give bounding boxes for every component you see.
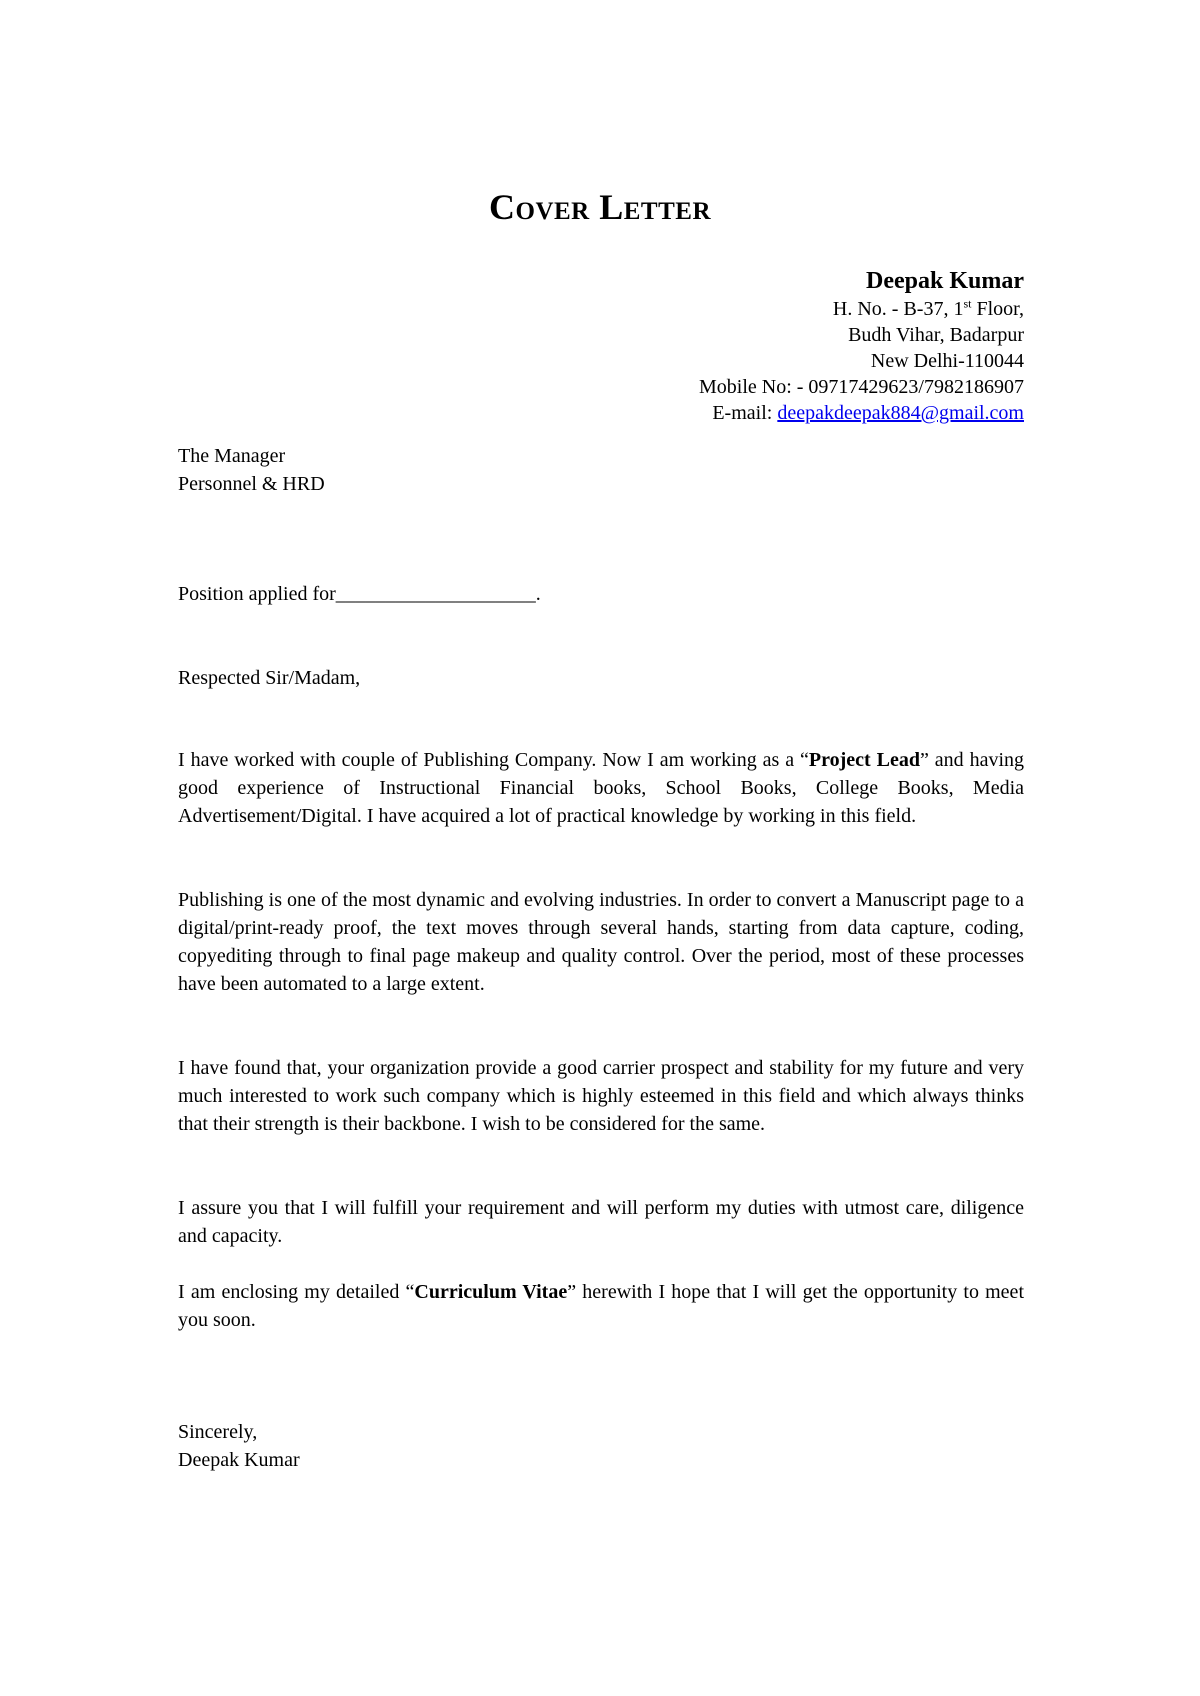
recipient-line1: The Manager [178, 445, 286, 467]
p5-pre: I am enclosing my detailed “ [178, 1281, 415, 1303]
email-label: E-mail: [712, 402, 778, 424]
paragraph-4: I assure you that I will fulfill your requirement and will perform my duties with utmost care, diligence and capacity. [178, 1197, 1024, 1247]
closing-signature-name: Deepak Kumar [178, 1449, 300, 1471]
address-line1-post: Floor, [971, 298, 1024, 320]
paragraph-1 [178, 746, 1024, 830]
p5-bold: Curriculum Vitae [414, 1281, 568, 1303]
paragraph-2: Publishing is one of the most dynamic and evolving industries. In order to convert a Manuscript page to a digital/print-ready proof, the text moves through several hands, starting from data capture, coding, copyediting through to final page makeup and quality control. Over the period, most of these processes have been automated to a large extent. [178, 889, 1024, 995]
paragraph-3: I have found that, your organization provide a good carrier prospect and stability for my future and very much interested to work such company which is highly esteemed in this field and which always thinks that their strength is their backbone. I wish to be considered for the same. [178, 1057, 1024, 1135]
sender-address-line2: Budh Vihar, Badarpur [848, 324, 1024, 346]
page-title: Cover Letter [489, 187, 711, 227]
sender-address-line3: New Delhi-110044 [870, 350, 1024, 372]
sender-name: Deepak Kumar [866, 268, 1024, 294]
address-line1-sup: st [963, 296, 972, 311]
p1-post: ” and having good experience of Instructional Financial books, School Books, College Books, Media Advertisement/Digital. I have acquired a lot of practical knowledge by working in this field. [178, 749, 1025, 827]
sender-block [699, 266, 1024, 426]
paragraph-5 [178, 1278, 1024, 1334]
email-link[interactable]: deepakdeepak884@gmail.com [777, 402, 1024, 424]
closing-block [178, 1418, 1024, 1474]
position-line: Position applied for____________________. [178, 583, 541, 605]
recipient-line2: Personnel & HRD [178, 473, 325, 495]
salutation: Respected Sir/Madam, [178, 667, 361, 689]
p1-pre: I have worked with couple of Publishing Company. Now I am working as a “ [178, 749, 809, 771]
recipient-block [178, 442, 1024, 498]
p5-post: ” herewith I hope that I will get the opportunity to meet you soon. [178, 1281, 1024, 1331]
p1-bold: Project Lead [808, 749, 920, 771]
closing-line1: Sincerely, [178, 1421, 258, 1443]
sender-address-line1 [699, 296, 1024, 322]
address-line1-pre: H. No. - B-37, 1 [832, 298, 964, 320]
sender-mobile: Mobile No: - 09717429623/7982186907 [699, 376, 1024, 398]
sender-email-line [699, 400, 1024, 426]
